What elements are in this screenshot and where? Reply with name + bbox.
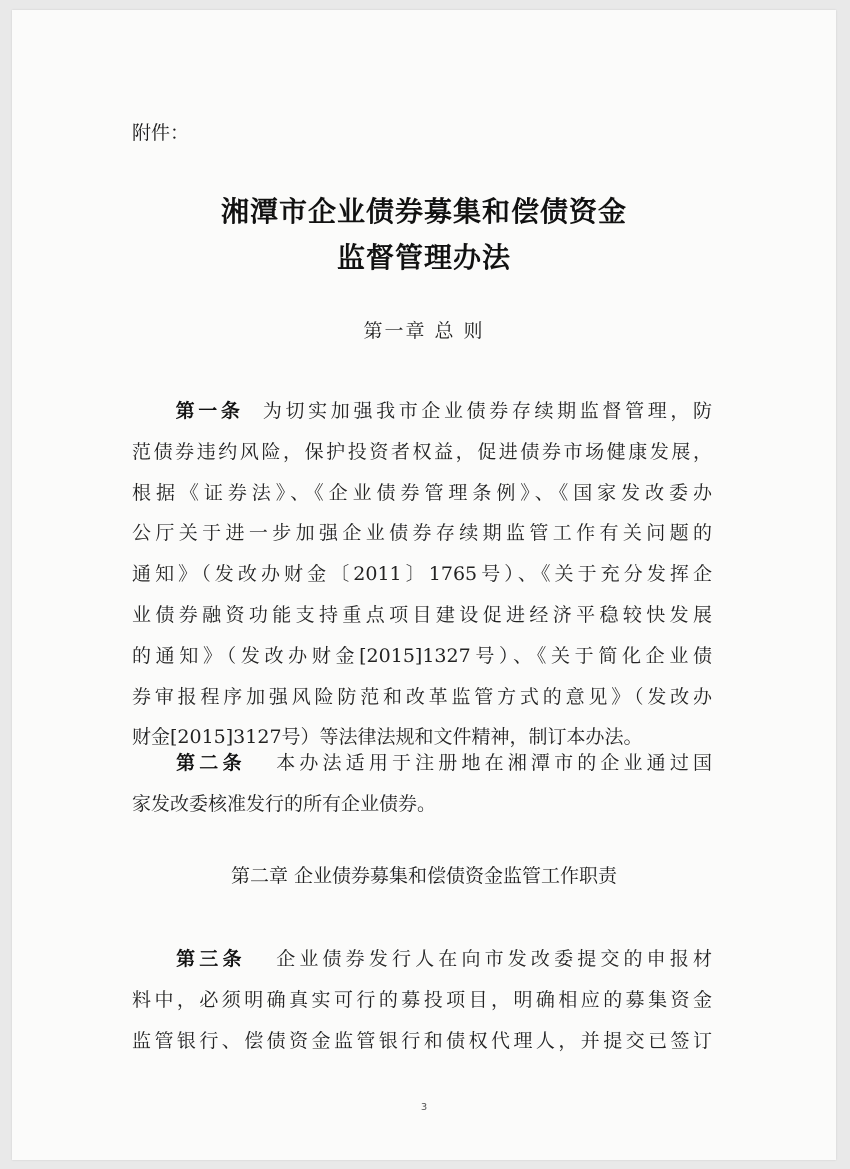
document-title-line-2: 监督管理办法 bbox=[336, 241, 511, 274]
attachment-label: 附件： bbox=[132, 122, 190, 144]
article-1-line: 的通知》（发改办财金[2015]1327号）、《关于简化企业债 bbox=[132, 644, 712, 667]
article-3-head: 第三条 bbox=[172, 948, 246, 970]
article-3-line: 第三条 企业债券发行人在向市发改委提交的申报材 bbox=[172, 948, 712, 970]
article-2-line: 家发改委核准发行的所有企业债券。 bbox=[132, 792, 437, 815]
article-2 bbox=[132, 743, 712, 825]
article-2-head: 第二条 bbox=[172, 752, 246, 774]
article-3-line: 料中，必须明确真实可行的募投项目，明确相应的募集资金 bbox=[132, 988, 712, 1011]
chapter-1-heading: 第一章 总 则 bbox=[363, 320, 485, 342]
document-page bbox=[12, 10, 836, 1160]
article-1-line: 通知》（发改办财金〔2011〕1765号）、《关于充分发挥企 bbox=[132, 563, 712, 586]
article-2-line: 第二条 本办法适用于注册地在湘潭市的企业通过国 bbox=[172, 752, 712, 774]
article-1-line: 券审报程序加强风险防范和改革监管方式的意见》（发改办 bbox=[132, 685, 712, 708]
chapter-2-heading: 第二章 企业债券募集和偿债资金监管工作职责 bbox=[230, 865, 618, 887]
article-3 bbox=[132, 939, 712, 1061]
article-1-line: 业债券融资功能支持重点项目建设促进经济平稳较快发展 bbox=[132, 603, 712, 626]
article-1-head: 第一条 bbox=[172, 400, 244, 422]
article-1-line: 财金[2015]3127号）等法律法规和文件精神，制订本办法。 bbox=[132, 726, 643, 749]
article-1-line: 范债券违约风险，保护投资者权益，促进债券市场健康发展， bbox=[132, 440, 712, 463]
article-1-line: 第一条 为切实加强我市企业债券存续期监督管理，防 bbox=[172, 400, 712, 422]
article-1-line: 根据《证券法》、《企业债券管理条例》、《国家发改委办 bbox=[132, 481, 712, 504]
article-1 bbox=[132, 391, 712, 758]
page-number: 3 bbox=[420, 1102, 428, 1113]
document-title-line-1: 湘潭市企业债券募集和偿债资金 bbox=[220, 195, 627, 228]
article-3-line: 监管银行、偿债资金监管银行和债权代理人，并提交已签订 bbox=[132, 1029, 712, 1052]
article-1-line: 公厅关于进一步加强企业债券存续期监管工作有关问题的 bbox=[132, 522, 712, 545]
